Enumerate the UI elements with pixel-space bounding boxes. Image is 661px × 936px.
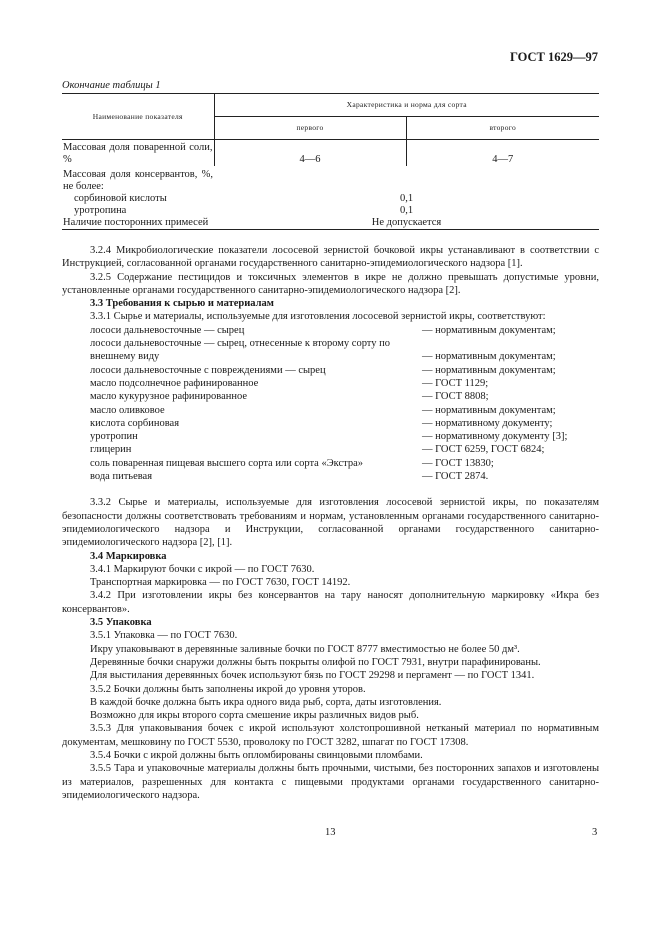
paragraph-3-3-2: 3.3.2 Сырье и материалы, используемые для изготовления лососевой зернистой икры, по показателям безопасности должны соответствовать требованиям и нормам, установленным органами государственного санитарно-эпидемиологического надзора и Инструкции, согласованной органами государственного санитарно-эпидемиологического надзора [2], [1]. xyxy=(62,497,599,549)
paragraph-3-5-1-lining: Для выстилания деревянных бочек используют бязь по ГОСТ 29298 и пергамент — по ГОСТ 1341. xyxy=(90,670,535,682)
section-heading-3-4: 3.4 Маркировка xyxy=(90,550,167,562)
paragraph-3-4-2: 3.4.2 При изготовлении икры без консервантов на тару наносят дополнительную маркировку «Икра без консервантов». xyxy=(62,590,599,615)
material-item: вода питьевая — ГОСТ 2874. xyxy=(90,471,489,483)
row-urotropin-value: 0,1 xyxy=(399,205,414,216)
material-item: глицерин — ГОСТ 6259, ГОСТ 6824; xyxy=(90,444,545,456)
paragraph-3-2-4: 3.2.4 Микробиологические показатели лососевой зернистой бочковой икры устанавливают в соответствии с Инструкцией, согласованной органами государственного санитарно-эпидемиологического надзора [1]. xyxy=(62,245,599,270)
table-header-first: первого xyxy=(214,117,406,140)
quality-table xyxy=(62,93,599,230)
paragraph-3-5-1: 3.5.1 Упаковка — по ГОСТ 7630. xyxy=(90,630,238,642)
material-item: кислота сорбиновая — нормативному документу; xyxy=(90,417,553,429)
row-salt-second: 4—7 xyxy=(406,140,599,167)
paragraph-3-5-5: 3.5.5 Тара и упаковочные материалы должны быть прочными, чистыми, без посторонних запахов и изготовлены из материалов, разрешенных для контакта с пищевыми продуктами органами государственного санитарно-эпидемиологического надзора. xyxy=(62,763,599,801)
paragraph-3-5-2: 3.5.2 Бочки должны быть заполнены икрой до уровня уторов. xyxy=(90,683,366,695)
table-header-name: Наименование показателя xyxy=(62,94,214,140)
paragraph-3-5-1-coating: Деревянные бочки снаружи должны быть покрыты олифой по ГОСТ 7931, внутри парафинированы. xyxy=(90,656,541,668)
row-preservatives-label: Массовая доля консервантов, %, не более: xyxy=(63,169,213,192)
table-header-group: Характеристика и норма для сорта xyxy=(214,94,599,117)
row-impurities-label: Наличие посторонних примесей xyxy=(62,217,214,230)
paragraph-3-5-2-same: В каждой бочке должна быть икра одного вида рыб, сорта, даты изготовления. xyxy=(90,696,442,708)
row-salt-label: Массовая доля поваренной соли, % xyxy=(62,140,214,167)
row-urotropin-label: уротропина xyxy=(74,205,127,216)
materials-list xyxy=(62,324,599,484)
material-item: соль поваренная пищевая высшего сорта или сорта «Экстра» — ГОСТ 13830; xyxy=(90,457,494,469)
section-heading-3-5: 3.5 Упаковка xyxy=(90,617,152,629)
paragraph-3-3-1: 3.3.1 Сырье и материалы, используемые для изготовления лососевой зернистой икры, соответствуют: xyxy=(90,311,546,323)
paragraph-3-5-1-barrels: Икру упаковывают в деревянные заливные бочки по ГОСТ 8777 вместимостью не более 50 дм³. xyxy=(90,643,520,655)
row-salt-first: 4—6 xyxy=(214,140,406,167)
row-impurities-value: Не допускается xyxy=(214,217,599,230)
paragraph-3-5-4: 3.5.4 Бочки с икрой должны быть опломбированы свинцовыми пломбами. xyxy=(90,749,423,761)
document-header: ГОСТ 1629—97 xyxy=(509,50,598,64)
material-item: лососи дальневосточные с повреждениями — сырец — нормативным документам; xyxy=(90,364,556,376)
paragraph-3-5-3: 3.5.3 Для упаковывания бочек с икрой используют холстопрошивной нетканый материал по нормативным документам, мешковину по ГОСТ 5530, проволоку по ГОСТ 3282, шпагат по ГОСТ 17308. xyxy=(62,723,599,748)
material-item: масло оливковое — нормативным документам; xyxy=(90,404,556,416)
material-item: уротропин — нормативному документу [3]; xyxy=(90,431,568,443)
material-item: масло кукурузное рафинированное — ГОСТ 8808; xyxy=(90,391,489,403)
paragraph-3-5-2-mixing: Возможно для икры второго сорта смешение икры различных видов рыб. xyxy=(90,710,419,722)
material-item: лососи дальневосточные — сырец, отнесенные к второму сорту по внешнему виду — нормативным документам; xyxy=(90,338,556,363)
material-item: лососи дальневосточные — сырец — нормативным документам; xyxy=(90,324,556,336)
material-item: масло подсолнечное рафинированное — ГОСТ 1129; xyxy=(90,377,489,389)
row-sorbic-label: сорбиновой кислоты xyxy=(74,193,167,204)
section-heading-3-3: 3.3 Требования к сырью и материалам xyxy=(90,298,274,310)
paragraph-3-2-5: 3.2.5 Содержание пестицидов и токсичных элементов в икре не должно превышать допустимые уровни, установленные органами государственного санитарно-эпидемиологического надзора [2]. xyxy=(62,271,599,296)
table-header-second: второго xyxy=(406,117,599,140)
row-sorbic-value: 0,1 xyxy=(399,193,414,204)
table-caption: Окончание таблицы 1 xyxy=(62,80,161,91)
paragraph-3-4-1: 3.4.1 Маркируют бочки с икрой — по ГОСТ 7630. xyxy=(90,563,315,575)
page-number-center: 13 xyxy=(325,827,336,838)
page-number-right: 3 xyxy=(592,827,598,838)
paragraph-3-4-1-transport: Транспортная маркировка — по ГОСТ 7630, ГОСТ 14192. xyxy=(90,577,351,589)
document-body xyxy=(62,244,599,802)
